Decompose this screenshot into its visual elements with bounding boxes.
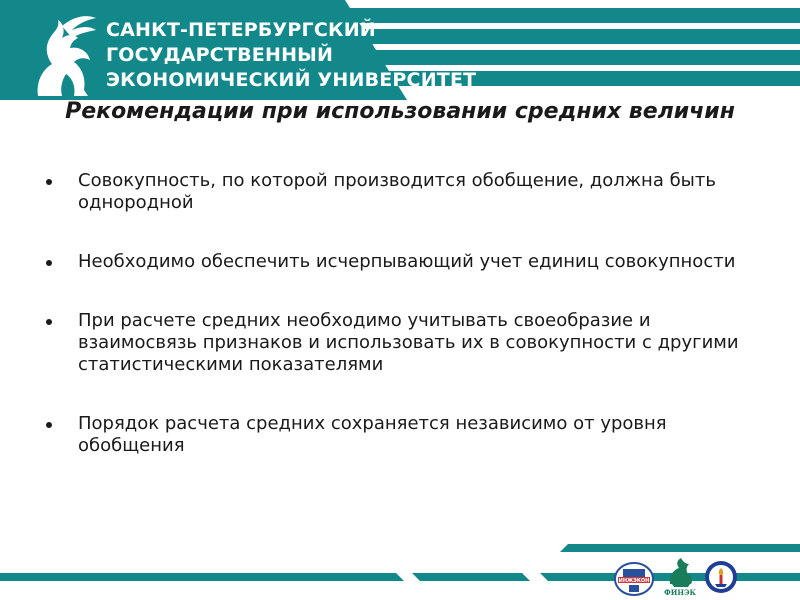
- bullet-text: При расчете средних необходимо учитывать своеобразие и взаимосвязь признаков и использовать их в совокупности с другими статистическими показателями: [78, 310, 739, 375]
- bullet-icon: [46, 422, 52, 428]
- bullet-item: [40, 251, 740, 273]
- bullet-text: Совокупность, по которой производится обобщение, должна быть однородной: [78, 170, 716, 213]
- unecon-emblem-logo: [704, 560, 738, 594]
- inzhekon-logo-text: ИНЖЭКОН: [618, 578, 650, 584]
- inzhekon-logo: [614, 562, 654, 596]
- finek-logo: [664, 556, 696, 598]
- bullet-icon: [46, 319, 52, 325]
- bullet-icon: [46, 260, 52, 266]
- bullet-list: [40, 170, 740, 494]
- finek-logo-text: ФИНЭК: [664, 588, 696, 597]
- bullet-item: [40, 310, 740, 376]
- bullet-text: Порядок расчета средних сохраняется независимо от уровня обобщения: [78, 413, 667, 456]
- bullet-item: [40, 170, 740, 214]
- bullet-icon: [46, 179, 52, 185]
- bullet-item: [40, 413, 740, 457]
- university-name-line: ГОСУДАРСТВЕННЫЙ: [106, 44, 334, 66]
- university-name-line: САНКТ-ПЕТЕРБУРГСКИЙ: [106, 19, 376, 41]
- university-name: [106, 18, 476, 93]
- slide-title: Рекомендации при использовании средних величин: [65, 99, 735, 124]
- university-name-line: ЭКОНОМИЧЕСКИЙ УНИВЕРСИТЕТ: [106, 69, 477, 91]
- griffin-logo: [28, 12, 98, 98]
- bullet-text: Необходимо обеспечить исчерпывающий учет единиц совокупности: [78, 251, 736, 272]
